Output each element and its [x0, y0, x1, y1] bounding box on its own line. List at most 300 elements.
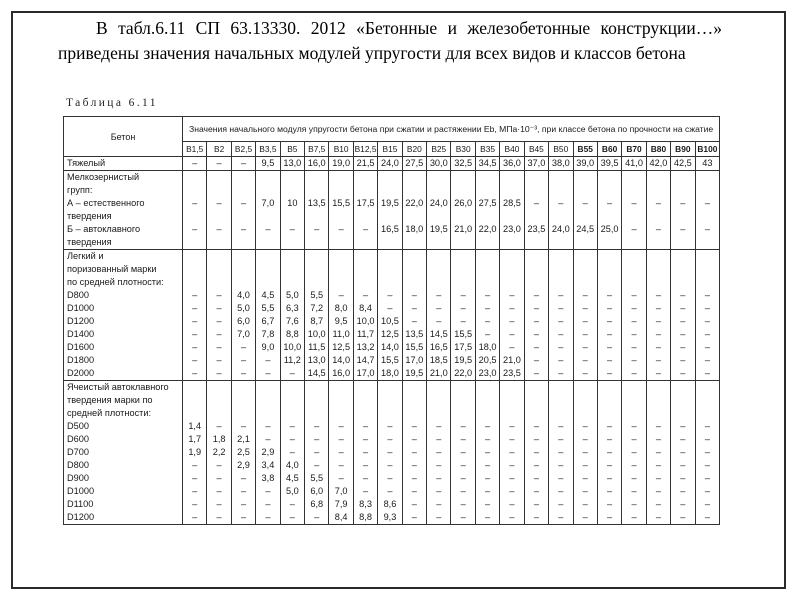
value-cell: 11,5 — [305, 341, 329, 354]
value-cell — [549, 171, 573, 185]
value-cell: – — [671, 354, 695, 367]
value-cell: – — [671, 420, 695, 433]
value-cell: – — [549, 459, 573, 472]
value-cell — [622, 236, 646, 250]
value-cell: – — [231, 472, 255, 485]
value-cell: 32,5 — [451, 157, 475, 171]
value-cell — [671, 171, 695, 185]
value-cell — [183, 394, 207, 407]
value-cell — [549, 276, 573, 289]
value-cell: – — [549, 472, 573, 485]
value-cell: – — [451, 420, 475, 433]
value-cell: – — [573, 341, 597, 354]
value-cell: – — [524, 446, 548, 459]
header-class-cell: B45 — [524, 142, 548, 157]
value-cell: – — [207, 459, 231, 472]
value-cell: – — [524, 472, 548, 485]
value-cell: – — [427, 289, 451, 302]
value-cell: – — [622, 498, 646, 511]
value-cell — [622, 263, 646, 276]
value-cell: – — [622, 511, 646, 525]
value-cell: – — [646, 511, 670, 525]
value-cell: – — [475, 459, 499, 472]
value-cell — [329, 394, 353, 407]
header-class-cell: B1,5 — [183, 142, 207, 157]
value-cell — [427, 394, 451, 407]
value-cell: – — [378, 302, 402, 315]
value-cell: 21,5 — [353, 157, 377, 171]
table-row — [64, 302, 720, 315]
value-cell: – — [402, 446, 426, 459]
value-cell: 10,5 — [378, 315, 402, 328]
value-cell — [573, 210, 597, 223]
value-cell — [378, 171, 402, 185]
value-cell: 38,0 — [549, 157, 573, 171]
value-cell — [305, 171, 329, 185]
value-cell: – — [646, 472, 670, 485]
value-cell: 7,0 — [329, 485, 353, 498]
value-cell — [500, 210, 524, 223]
value-cell — [524, 250, 548, 264]
value-cell: 2,9 — [256, 446, 280, 459]
value-cell: – — [597, 354, 621, 367]
value-cell: 23,0 — [500, 223, 524, 236]
value-cell — [427, 210, 451, 223]
table-row — [64, 157, 720, 171]
value-cell: 24,5 — [573, 223, 597, 236]
value-cell: – — [573, 459, 597, 472]
value-cell: 15,5 — [451, 328, 475, 341]
intro-paragraph — [58, 16, 722, 86]
value-cell: 19,5 — [451, 354, 475, 367]
value-cell: – — [231, 420, 255, 433]
value-cell — [353, 381, 377, 395]
value-cell: – — [524, 354, 548, 367]
value-cell: – — [451, 485, 475, 498]
value-cell — [353, 250, 377, 264]
value-cell: – — [475, 446, 499, 459]
value-cell — [646, 263, 670, 276]
value-cell: – — [695, 511, 720, 525]
value-cell: 5,5 — [305, 472, 329, 485]
value-cell: – — [597, 197, 621, 210]
value-cell — [475, 250, 499, 264]
value-cell — [597, 210, 621, 223]
value-cell: 18,0 — [378, 367, 402, 381]
value-cell — [353, 263, 377, 276]
value-cell: 10,0 — [353, 315, 377, 328]
table-row — [64, 394, 720, 407]
value-cell — [183, 236, 207, 250]
value-cell: 24,0 — [378, 157, 402, 171]
value-cell: – — [500, 459, 524, 472]
value-cell — [597, 394, 621, 407]
value-cell: – — [500, 472, 524, 485]
header-class-cell: B20 — [402, 142, 426, 157]
value-cell: – — [475, 472, 499, 485]
row-label: D1600 — [64, 341, 183, 354]
value-cell — [549, 263, 573, 276]
value-cell: 28,5 — [500, 197, 524, 210]
value-cell: – — [500, 302, 524, 315]
value-cell — [256, 171, 280, 185]
value-cell — [280, 236, 304, 250]
value-cell — [646, 236, 670, 250]
header-class-cell: B50 — [549, 142, 573, 157]
value-cell — [524, 171, 548, 185]
header-class-cell: B90 — [671, 142, 695, 157]
table-row — [64, 420, 720, 433]
table-row — [64, 485, 720, 498]
value-cell — [329, 407, 353, 420]
value-cell — [500, 171, 524, 185]
value-cell: – — [183, 472, 207, 485]
value-cell — [646, 394, 670, 407]
value-cell — [329, 263, 353, 276]
value-cell — [451, 381, 475, 395]
value-cell: – — [475, 498, 499, 511]
value-cell — [183, 407, 207, 420]
value-cell: 43 — [695, 157, 720, 171]
value-cell — [524, 210, 548, 223]
value-cell: – — [597, 433, 621, 446]
value-cell: – — [207, 354, 231, 367]
value-cell — [646, 250, 670, 264]
value-cell — [671, 184, 695, 197]
header-class-cell: B10 — [329, 142, 353, 157]
value-cell — [256, 184, 280, 197]
row-label: D800 — [64, 459, 183, 472]
value-cell — [646, 171, 670, 185]
value-cell — [573, 263, 597, 276]
value-cell — [280, 394, 304, 407]
value-cell: 19,5 — [427, 223, 451, 236]
intro-line-2: конструкции…» приведены значения начальных модулей упругости для — [58, 18, 722, 63]
value-cell — [280, 250, 304, 264]
value-cell: 18,5 — [427, 354, 451, 367]
row-label: D1400 — [64, 328, 183, 341]
table-row — [64, 210, 720, 223]
value-cell — [671, 276, 695, 289]
value-cell: – — [500, 485, 524, 498]
value-cell: – — [695, 485, 720, 498]
value-cell: – — [329, 420, 353, 433]
value-cell — [427, 407, 451, 420]
value-cell: – — [573, 367, 597, 381]
header-class-cell: B5 — [280, 142, 304, 157]
value-cell: 1,4 — [183, 420, 207, 433]
value-cell — [305, 184, 329, 197]
value-cell: 24,0 — [549, 223, 573, 236]
value-cell — [549, 381, 573, 395]
row-label: Тяжелый — [64, 157, 183, 171]
value-cell: – — [427, 446, 451, 459]
value-cell: – — [622, 485, 646, 498]
table-row — [64, 498, 720, 511]
value-cell — [256, 394, 280, 407]
value-cell — [256, 276, 280, 289]
value-cell: – — [671, 446, 695, 459]
value-cell: – — [524, 328, 548, 341]
value-cell: – — [207, 315, 231, 328]
row-label: Мелкозернистый — [64, 171, 183, 185]
value-cell: – — [695, 354, 720, 367]
value-cell: – — [646, 459, 670, 472]
value-cell: 7,6 — [280, 315, 304, 328]
value-cell — [671, 394, 695, 407]
value-cell: – — [305, 446, 329, 459]
value-cell: – — [183, 511, 207, 525]
value-cell — [329, 381, 353, 395]
value-cell: – — [646, 289, 670, 302]
value-cell: – — [597, 302, 621, 315]
value-cell — [500, 394, 524, 407]
value-cell: – — [256, 511, 280, 525]
value-cell: – — [475, 420, 499, 433]
value-cell: – — [573, 302, 597, 315]
table-row — [64, 433, 720, 446]
value-cell: – — [524, 289, 548, 302]
value-cell: 14,5 — [305, 367, 329, 381]
value-cell: – — [402, 420, 426, 433]
value-cell — [231, 171, 255, 185]
value-cell: – — [597, 446, 621, 459]
value-cell: 21,0 — [451, 223, 475, 236]
value-cell: – — [231, 341, 255, 354]
value-cell: 11,2 — [280, 354, 304, 367]
value-cell: 5,5 — [256, 302, 280, 315]
value-cell — [256, 236, 280, 250]
value-cell: – — [622, 472, 646, 485]
value-cell: – — [451, 433, 475, 446]
header-class-cell: B7,5 — [305, 142, 329, 157]
value-cell — [500, 263, 524, 276]
value-cell: 11,7 — [353, 328, 377, 341]
value-cell: – — [183, 223, 207, 236]
value-cell: 8,4 — [329, 511, 353, 525]
value-cell — [524, 276, 548, 289]
value-cell: – — [427, 498, 451, 511]
value-cell: – — [280, 367, 304, 381]
value-cell — [353, 171, 377, 185]
value-cell: – — [646, 328, 670, 341]
value-cell — [549, 184, 573, 197]
value-cell: – — [573, 289, 597, 302]
header-class-cell: B40 — [500, 142, 524, 157]
value-cell: – — [695, 223, 720, 236]
value-cell: 21,0 — [427, 367, 451, 381]
row-label: твердения марки по — [64, 394, 183, 407]
value-cell: 4,0 — [231, 289, 255, 302]
value-cell: 18,0 — [402, 223, 426, 236]
value-cell — [280, 184, 304, 197]
value-cell: – — [402, 315, 426, 328]
value-cell — [378, 394, 402, 407]
value-cell: – — [549, 197, 573, 210]
value-cell: – — [378, 289, 402, 302]
value-cell: 41,0 — [622, 157, 646, 171]
value-cell — [231, 210, 255, 223]
value-cell: – — [207, 302, 231, 315]
table-row — [64, 184, 720, 197]
value-cell: – — [524, 420, 548, 433]
value-cell: – — [500, 433, 524, 446]
value-cell — [353, 210, 377, 223]
value-cell — [427, 236, 451, 250]
value-cell — [646, 210, 670, 223]
value-cell: – — [646, 315, 670, 328]
value-cell: – — [549, 511, 573, 525]
value-cell — [378, 236, 402, 250]
value-cell: 14,5 — [427, 328, 451, 341]
value-cell: – — [353, 472, 377, 485]
value-cell: – — [353, 289, 377, 302]
value-cell: 7,0 — [256, 197, 280, 210]
value-cell — [329, 276, 353, 289]
value-cell: – — [622, 197, 646, 210]
value-cell: 39,0 — [573, 157, 597, 171]
value-cell — [402, 407, 426, 420]
value-cell — [524, 184, 548, 197]
row-label: средней плотности: — [64, 407, 183, 420]
header-class-cell: B55 — [573, 142, 597, 157]
value-cell: 6,7 — [256, 315, 280, 328]
value-cell — [427, 276, 451, 289]
value-cell — [305, 236, 329, 250]
value-cell — [183, 210, 207, 223]
value-cell: – — [402, 511, 426, 525]
value-cell: 19,5 — [378, 197, 402, 210]
value-cell: – — [183, 354, 207, 367]
value-cell: – — [646, 302, 670, 315]
value-cell: 6,0 — [231, 315, 255, 328]
value-cell — [329, 184, 353, 197]
elastic-modulus-table — [63, 116, 720, 525]
header-class-cell: B3,5 — [256, 142, 280, 157]
value-cell — [378, 381, 402, 395]
value-cell — [622, 184, 646, 197]
value-cell: – — [207, 328, 231, 341]
value-cell — [207, 394, 231, 407]
value-cell: – — [402, 459, 426, 472]
value-cell: – — [573, 420, 597, 433]
value-cell: – — [378, 420, 402, 433]
value-cell: 7,0 — [231, 328, 255, 341]
value-cell: – — [524, 367, 548, 381]
value-cell: – — [524, 459, 548, 472]
value-cell — [256, 250, 280, 264]
row-label: Б – автоклавного — [64, 223, 183, 236]
value-cell — [573, 184, 597, 197]
value-cell — [402, 381, 426, 395]
value-cell: – — [646, 354, 670, 367]
value-cell: – — [622, 367, 646, 381]
value-cell: – — [671, 341, 695, 354]
value-cell — [549, 407, 573, 420]
value-cell: 24,0 — [427, 197, 451, 210]
row-label: твердения — [64, 210, 183, 223]
value-cell: 19,5 — [402, 367, 426, 381]
value-cell: – — [305, 223, 329, 236]
value-cell — [451, 250, 475, 264]
value-cell: – — [256, 367, 280, 381]
value-cell: 4,5 — [280, 472, 304, 485]
value-cell — [646, 381, 670, 395]
value-cell — [378, 407, 402, 420]
value-cell — [378, 250, 402, 264]
value-cell — [646, 184, 670, 197]
row-label: D1100 — [64, 498, 183, 511]
value-cell: 5,0 — [280, 485, 304, 498]
row-label: D600 — [64, 433, 183, 446]
value-cell — [549, 250, 573, 264]
value-cell: – — [231, 354, 255, 367]
value-cell: – — [475, 511, 499, 525]
value-cell: – — [500, 511, 524, 525]
table-row — [64, 315, 720, 328]
value-cell — [402, 263, 426, 276]
value-cell — [451, 394, 475, 407]
row-label: D1000 — [64, 485, 183, 498]
value-cell: – — [500, 289, 524, 302]
value-cell — [402, 276, 426, 289]
value-cell: – — [597, 341, 621, 354]
value-cell — [597, 276, 621, 289]
value-cell: – — [646, 341, 670, 354]
value-cell — [231, 276, 255, 289]
table-row — [64, 223, 720, 236]
table-row — [64, 250, 720, 264]
value-cell — [427, 250, 451, 264]
value-cell — [207, 171, 231, 185]
row-label: D1800 — [64, 354, 183, 367]
value-cell: – — [256, 485, 280, 498]
value-cell — [402, 394, 426, 407]
value-cell — [402, 184, 426, 197]
table-row — [64, 459, 720, 472]
value-cell — [597, 407, 621, 420]
value-cell: – — [183, 197, 207, 210]
value-cell: – — [207, 485, 231, 498]
value-cell: – — [573, 485, 597, 498]
value-cell: – — [280, 446, 304, 459]
value-cell: – — [671, 302, 695, 315]
value-cell: – — [622, 446, 646, 459]
intro-line-1: В табл.6.11 СП 63.13330. 2012 «Бетонные и железобетонные — [96, 18, 591, 38]
value-cell: – — [305, 420, 329, 433]
value-cell — [231, 184, 255, 197]
value-cell: – — [549, 498, 573, 511]
value-cell: – — [451, 446, 475, 459]
value-cell: – — [549, 433, 573, 446]
value-cell — [475, 263, 499, 276]
value-cell: – — [646, 498, 670, 511]
value-cell: – — [207, 420, 231, 433]
value-cell: 6,8 — [305, 498, 329, 511]
value-cell: – — [671, 459, 695, 472]
value-cell: – — [671, 511, 695, 525]
value-cell: 13,2 — [353, 341, 377, 354]
value-cell: – — [402, 498, 426, 511]
row-label: D800 — [64, 289, 183, 302]
value-cell: – — [378, 485, 402, 498]
value-cell: – — [183, 498, 207, 511]
value-cell: – — [622, 315, 646, 328]
value-cell: – — [549, 485, 573, 498]
value-cell: – — [573, 315, 597, 328]
row-label: групп: — [64, 184, 183, 197]
value-cell: – — [646, 223, 670, 236]
